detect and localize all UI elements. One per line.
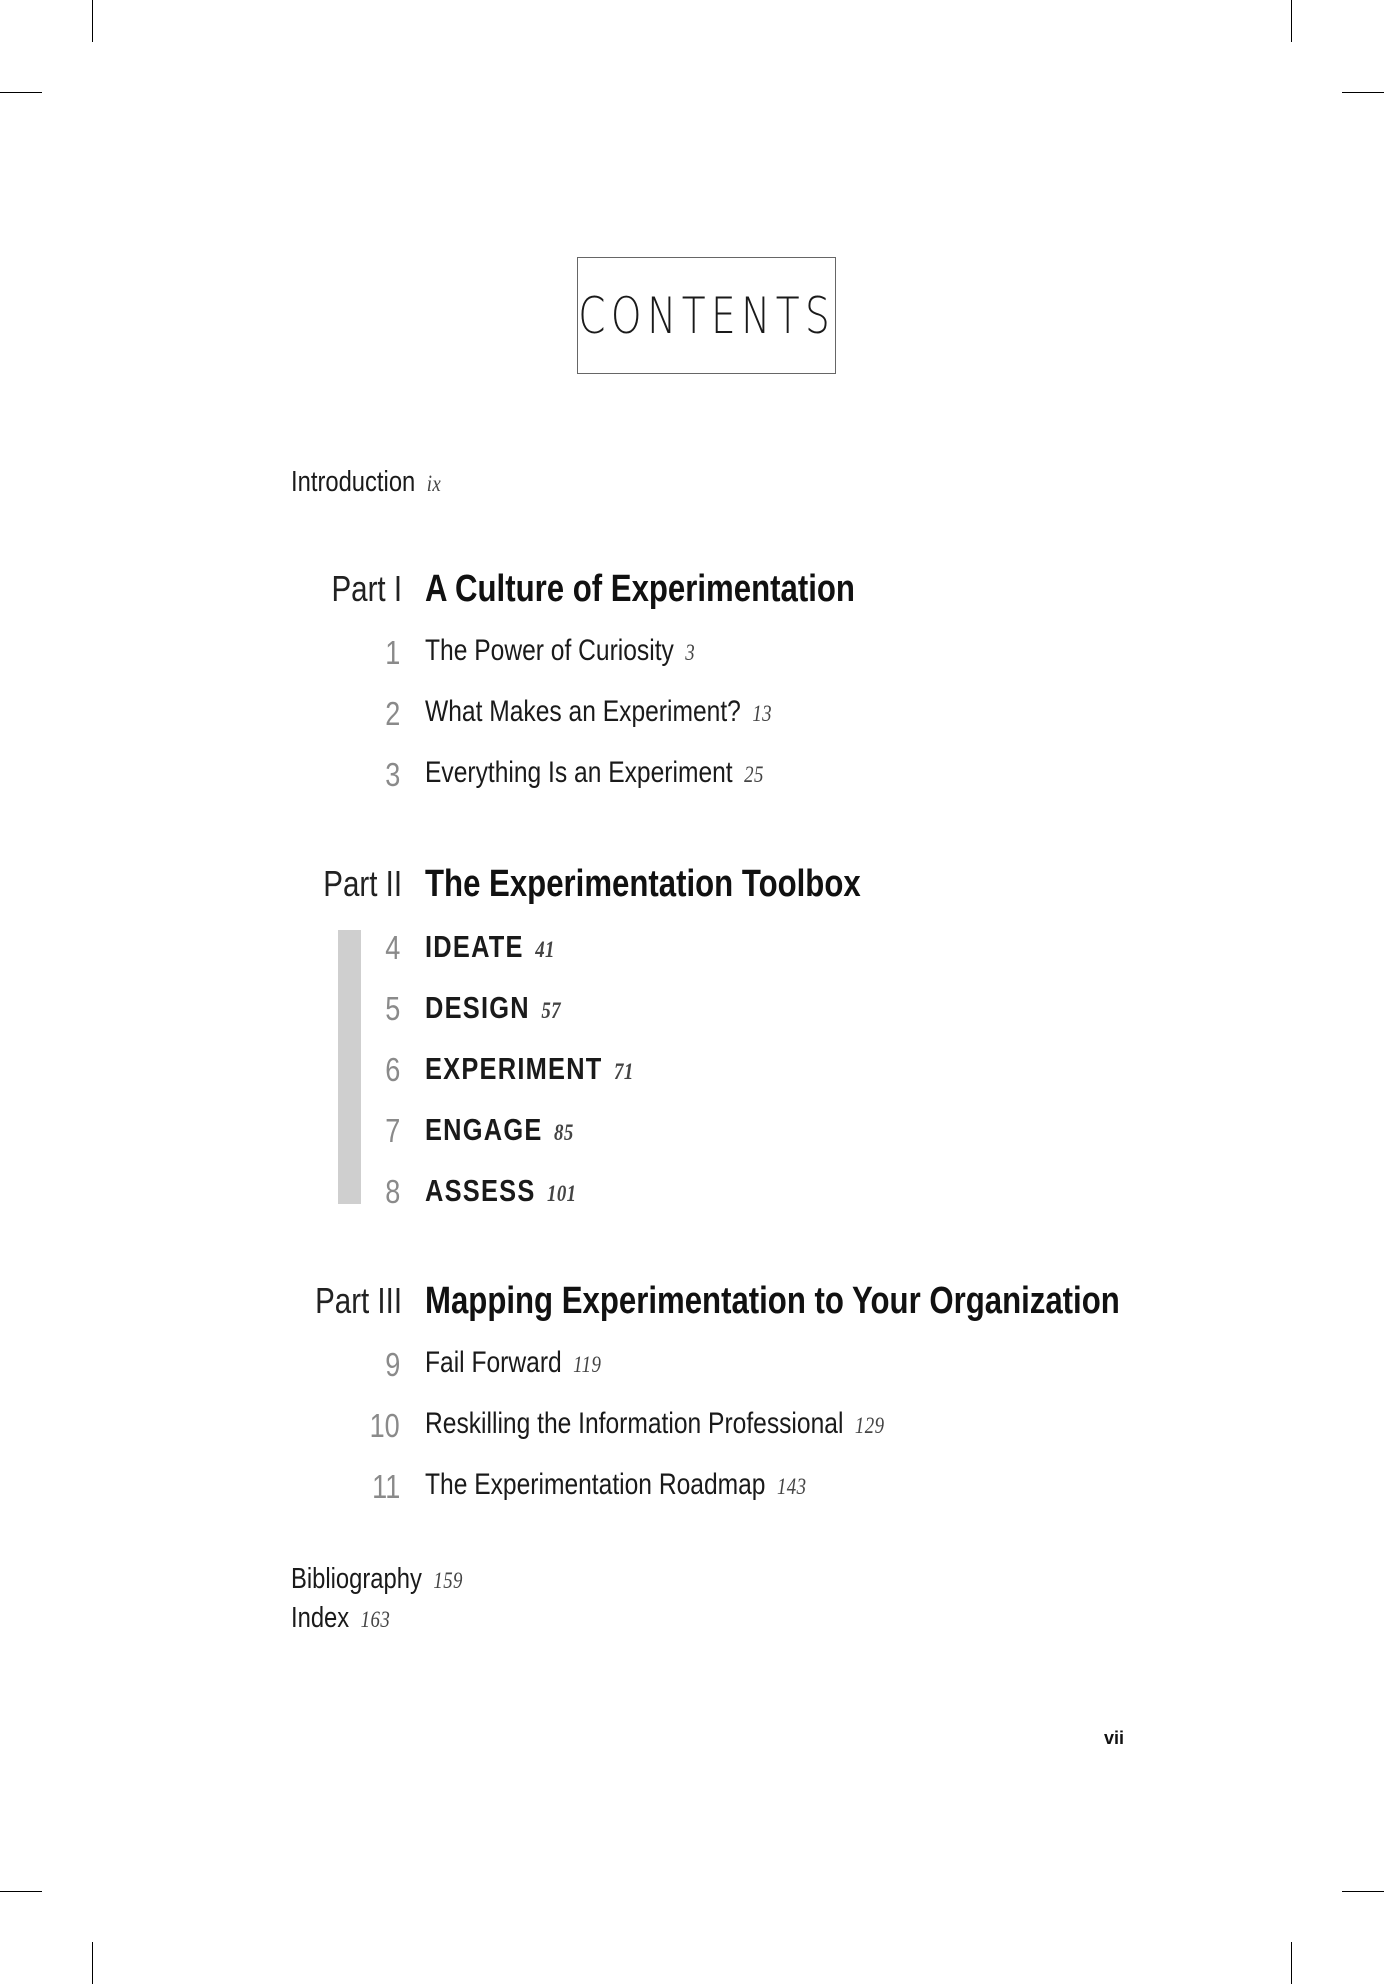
toc-entry-introduction[interactable]	[291, 466, 474, 499]
chapter-number: 2	[384, 695, 400, 732]
chapter-number: 7	[384, 1112, 400, 1149]
crop-mark-bottom-right-h	[1342, 1891, 1384, 1892]
chapter-page: 101	[547, 1181, 577, 1206]
chapter-number: 9	[384, 1346, 400, 1383]
chapter-entry[interactable]	[425, 695, 848, 729]
chapter-title: Reskilling the Information Professional	[425, 1407, 844, 1440]
crop-mark-top-right-h	[1342, 92, 1384, 93]
toc-entry-bibliography[interactable]	[291, 1563, 501, 1596]
chapter-number: 5	[384, 990, 400, 1027]
part-label: Part III	[315, 1280, 402, 1321]
entry-page: 163	[360, 1607, 391, 1632]
chapter-page: 71	[614, 1059, 634, 1084]
chapter-page: 3	[685, 640, 696, 665]
contents-title: CONTENTS	[577, 286, 836, 345]
crop-mark-bottom-left-h	[0, 1891, 42, 1892]
part-title[interactable]: A Culture of Experimentation	[425, 568, 855, 610]
chapter-entry[interactable]	[425, 634, 754, 668]
chapter-number: 6	[384, 1051, 400, 1088]
crop-mark-bottom-left	[92, 1942, 93, 1984]
entry-label: Bibliography	[291, 1563, 422, 1595]
toolbox-side-bar	[338, 930, 361, 1204]
chapter-entry[interactable]	[425, 1051, 680, 1087]
part-title[interactable]: Mapping Experimentation to Your Organization	[425, 1280, 1120, 1322]
chapter-page: 85	[554, 1120, 574, 1145]
chapter-page: 119	[573, 1352, 602, 1377]
chapter-number: 11	[371, 1468, 400, 1505]
chapter-entry[interactable]	[425, 1346, 640, 1380]
chapter-page: 57	[541, 998, 562, 1023]
toc-entry-index[interactable]	[291, 1602, 412, 1635]
chapter-page: 25	[744, 762, 764, 787]
chapter-number: 1	[384, 634, 400, 671]
crop-mark-bottom-right	[1291, 1942, 1292, 1984]
chapter-title: The Power of Curiosity	[425, 634, 674, 667]
page-number: vii	[1104, 1728, 1125, 1748]
entry-page: 159	[433, 1568, 463, 1593]
entry-page: ix	[426, 471, 442, 496]
part-label: Part II	[323, 863, 402, 904]
chapter-entry[interactable]	[425, 1407, 985, 1441]
crop-mark-top-left-h	[0, 92, 42, 93]
chapter-number: 10	[369, 1407, 400, 1444]
chapter-title: What Makes an Experiment?	[425, 695, 741, 728]
chapter-entry[interactable]	[425, 929, 583, 965]
chapter-title: Fail Forward	[425, 1346, 562, 1379]
chapter-page: 129	[854, 1413, 885, 1438]
chapter-title: EXPERIMENT	[425, 1051, 603, 1086]
contents-title-box	[577, 257, 836, 374]
chapter-title: ASSESS	[425, 1173, 536, 1208]
part-title[interactable]: The Experimentation Toolbox	[425, 863, 861, 905]
chapter-page: 143	[776, 1474, 807, 1499]
chapter-title: Everything Is an Experiment	[425, 756, 733, 789]
crop-mark-top-left	[92, 0, 93, 42]
entry-label: Index	[291, 1602, 350, 1634]
chapter-number: 8	[384, 1173, 400, 1210]
entry-label: Introduction	[291, 466, 416, 498]
chapter-entry[interactable]	[425, 756, 838, 790]
chapter-page: 13	[752, 701, 773, 726]
crop-mark-top-right	[1291, 0, 1292, 42]
chapter-number: 3	[384, 756, 400, 793]
chapter-entry[interactable]	[425, 1173, 610, 1209]
chapter-title: The Experimentation Roadmap	[425, 1468, 766, 1501]
part-label: Part I	[331, 568, 402, 609]
chapter-entry[interactable]	[425, 1112, 606, 1148]
chapter-page: 41	[535, 937, 555, 962]
chapter-title: DESIGN	[425, 990, 530, 1025]
chapter-title: ENGAGE	[425, 1112, 543, 1147]
chapter-entry[interactable]	[425, 990, 591, 1026]
chapter-title: IDEATE	[425, 929, 524, 964]
chapter-entry[interactable]	[425, 1468, 890, 1502]
chapter-number: 4	[384, 929, 400, 966]
